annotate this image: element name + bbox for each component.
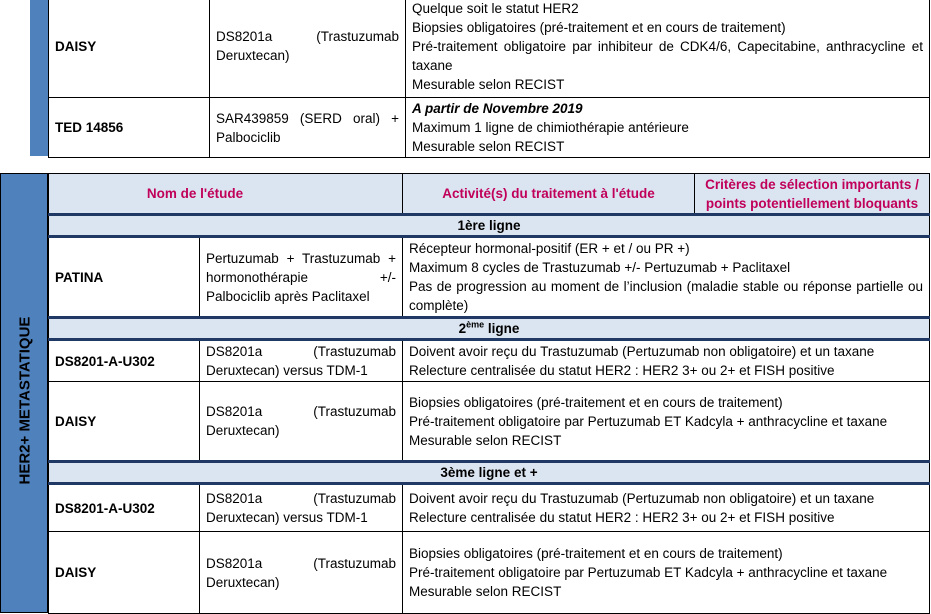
table-header-row xyxy=(49,174,930,215)
treatment-cell: DS8201a (Trastuzumab Deruxtecan) versus TDM-1 xyxy=(200,340,403,382)
criteria-line: Pré-traitement obligatoire par Pertuzumab ET Kadcyla + anthracycline et taxane xyxy=(409,413,888,429)
section-label: 1ère ligne xyxy=(457,218,521,233)
study-name: DAISY xyxy=(49,382,200,462)
header-activity: Activité(s) du traitement à l'étude xyxy=(403,174,695,213)
her2-trials-table xyxy=(48,173,930,614)
study-name: DS8201-A-U302 xyxy=(49,340,200,382)
criteria-line: Biopsies obligatoires (pré-traitement et en cours de traitement) xyxy=(412,19,786,35)
criteria-line: Biopsies obligatoires (pré-traitement et en cours de traitement) xyxy=(409,546,783,561)
criteria-line: Maximum 1 ligne de chimiothérapie antérieure xyxy=(412,120,689,135)
criteria-cell xyxy=(403,382,930,462)
treatment-cell: DS8201a (Trastuzumab Deruxtecan) versus TDM-1 xyxy=(200,484,403,532)
table-row xyxy=(49,532,930,614)
criteria-line: Mesurable selon RECIST xyxy=(412,76,565,92)
criteria-cell xyxy=(403,340,930,382)
study-name: DAISY xyxy=(49,532,200,614)
criteria-cell xyxy=(406,98,930,158)
criteria-line: Pré-traitement obligatoire par inhibiteur de CDK4/6, Capecitabine, anthracycline et taxane xyxy=(412,38,923,73)
her2-sidebar-bar xyxy=(0,173,48,613)
criteria-line: Pré-traitement obligatoire par Pertuzumab ET Kadcyla + anthracycline et taxane xyxy=(409,565,888,580)
criteria-line: Récepteur hormonal-positif (ER + et / ou PR +) xyxy=(409,241,690,256)
section-label: 2ème ligne xyxy=(458,319,520,336)
study-name: DS8201-A-U302 xyxy=(49,484,200,532)
criteria-line: Relecture centralisée du statut HER2 : HER2 3+ ou 2+ et FISH positive xyxy=(409,363,835,378)
top-trials-table xyxy=(48,0,930,158)
top-sidebar-bar xyxy=(30,0,48,156)
table-row xyxy=(49,0,930,98)
section-row-3eme-ligne xyxy=(49,462,930,484)
table-row xyxy=(49,98,930,158)
her2-metastatique-label: HER2+ METASTATIQUE xyxy=(16,316,34,485)
header-study-name: Nom de l'étude xyxy=(146,186,244,201)
study-name: TED 14856 xyxy=(49,98,210,158)
table-row xyxy=(49,237,930,318)
criteria-line: Doivent avoir reçu du Trastuzumab (Pertuzumab non obligatoire) et un taxane xyxy=(409,491,875,506)
table-row xyxy=(49,484,930,532)
section-row-1ere-ligne xyxy=(49,215,930,237)
study-name: PATINA xyxy=(49,237,200,318)
criteria-date: A partir de Novembre 2019 xyxy=(412,101,583,116)
treatment-cell: DS8201a (Trastuzumab Deruxtecan) xyxy=(200,532,403,614)
section-label: 3ème ligne et + xyxy=(440,465,538,480)
criteria-line: Maximum 8 cycles de Trastuzumab +/- Pertuzumab + Paclitaxel xyxy=(409,260,791,275)
criteria-line: Mesurable selon RECIST xyxy=(409,432,562,448)
treatment-cell: SAR439859 (SERD oral) + Palbociclib xyxy=(210,98,406,158)
criteria-line: Mesurable selon RECIST xyxy=(409,584,562,599)
table-row xyxy=(49,340,930,382)
criteria-cell xyxy=(403,484,930,532)
study-name: DAISY xyxy=(49,0,210,98)
header-criteria: Activité(s) du traitement à l'étude Critères de sélection importants / points potentiellement bloquants xyxy=(403,174,930,215)
treatment-cell: Pertuzumab + Trastuzumab + hormonothérapie +/- Palbociclib après Paclitaxel xyxy=(200,237,403,318)
treatment-cell: DS8201a (Trastuzumab Deruxtecan) xyxy=(210,0,406,98)
criteria-cell xyxy=(403,237,930,318)
criteria-line: Doivent avoir reçu du Trastuzumab (Pertuzumab non obligatoire) et un taxane xyxy=(409,344,875,359)
criteria-line: Relecture centralisée du statut HER2 : HER2 3+ ou 2+ et FISH positive xyxy=(409,510,835,525)
table-row xyxy=(49,382,930,462)
criteria-cell xyxy=(403,532,930,614)
criteria-line: Biopsies obligatoires (pré-traitement et en cours de traitement) xyxy=(409,394,783,410)
criteria-line: Pas de progression au moment de l’inclusion (maladie stable ou réponse partielle ou complète) xyxy=(409,279,923,313)
criteria-cell xyxy=(406,0,930,98)
criteria-line: Mesurable selon RECIST xyxy=(412,139,565,154)
treatment-cell: DS8201a (Trastuzumab Deruxtecan) xyxy=(200,382,403,462)
section-row-2eme-ligne xyxy=(49,318,930,340)
criteria-line: Quelque soit le statut HER2 xyxy=(412,0,579,16)
